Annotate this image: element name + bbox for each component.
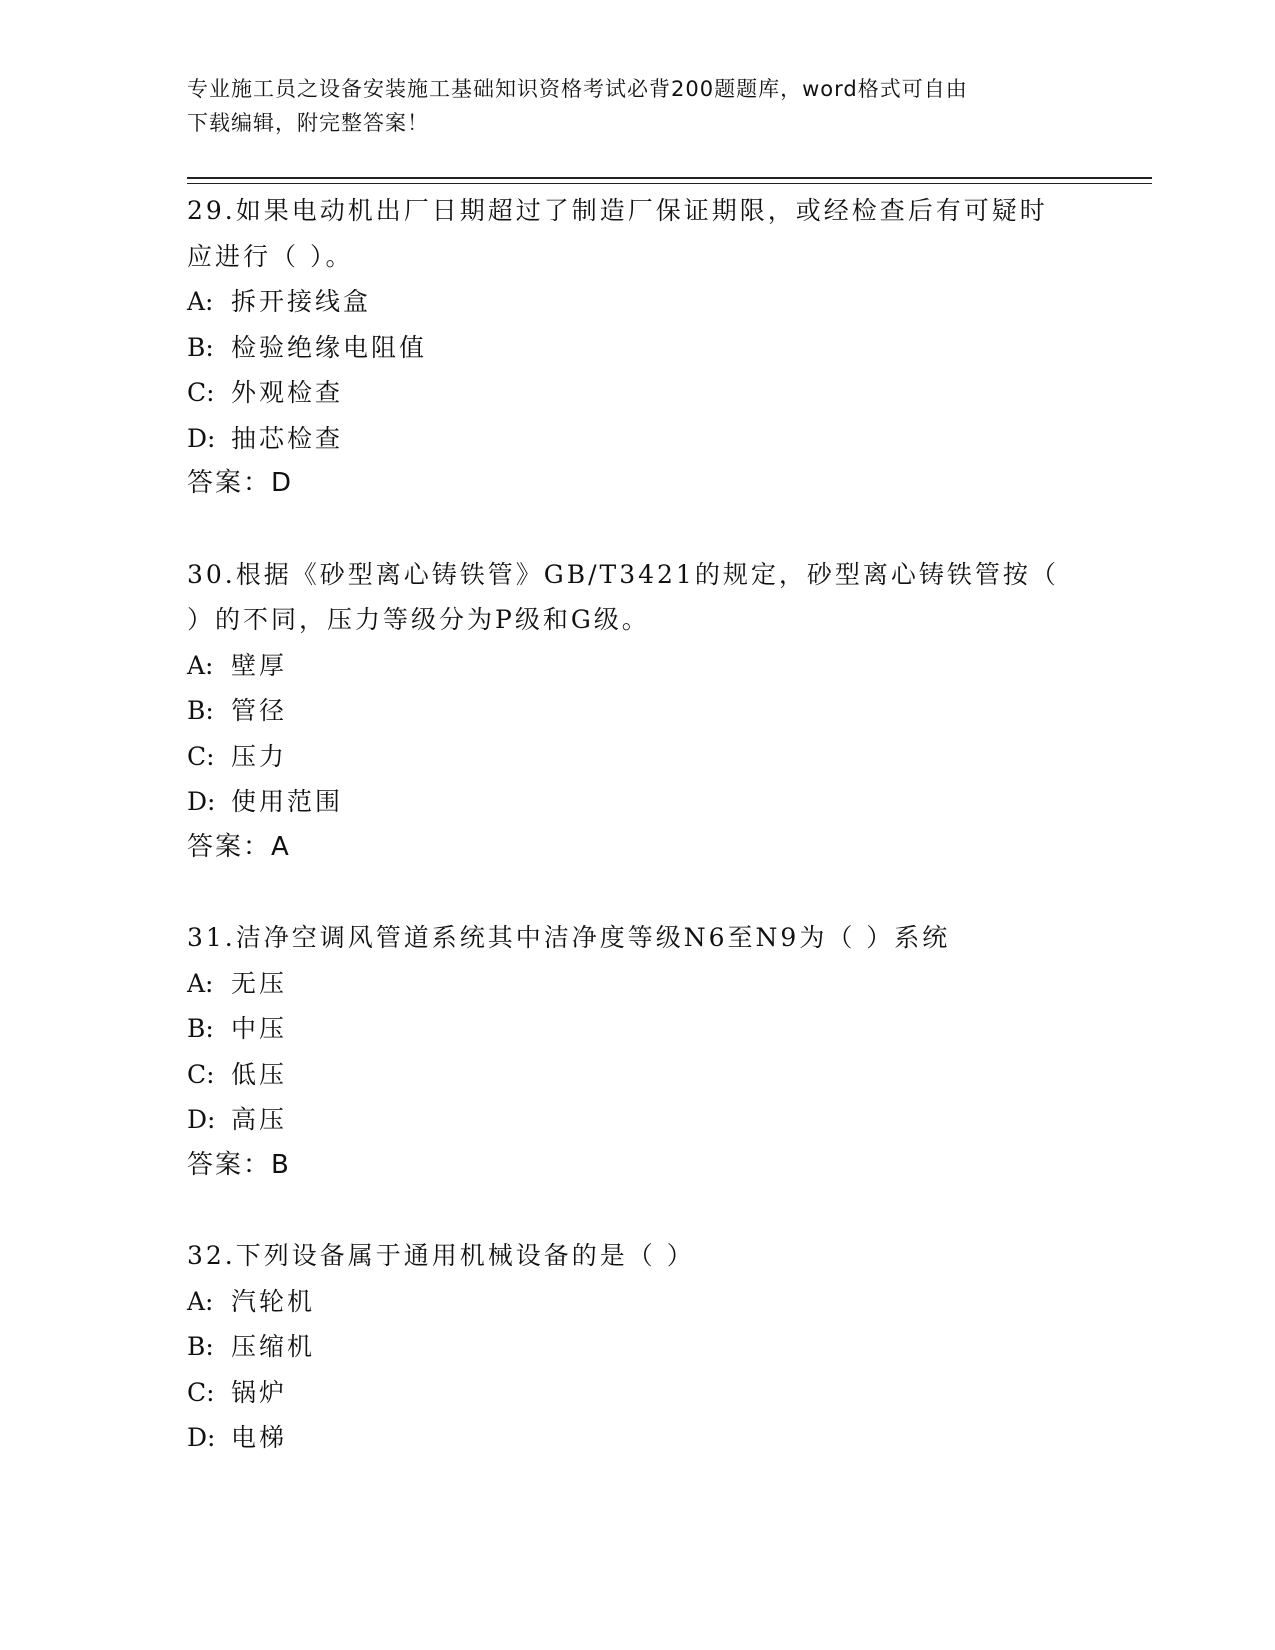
option-letter: A: bbox=[187, 650, 214, 680]
option-text: 低压 bbox=[231, 1059, 288, 1089]
option-text: 高压 bbox=[231, 1105, 288, 1134]
option-d bbox=[187, 779, 1087, 825]
option-text: 汽轮机 bbox=[231, 1286, 316, 1316]
option-d bbox=[187, 1415, 1087, 1461]
option-b bbox=[187, 688, 1087, 734]
option-letter: A: bbox=[187, 968, 214, 998]
answer-text: 答案：A bbox=[187, 831, 291, 862]
option-text: 压缩机 bbox=[231, 1332, 316, 1361]
question-text-line-1: 31.洁净空调风管道系统其中洁净度等级N6至N9为（ ）系统 bbox=[187, 923, 951, 952]
question-text-line-1: 32.下列设备属于通用机械设备的是（ ） bbox=[187, 1241, 695, 1270]
option-text: 无压 bbox=[231, 968, 288, 998]
option-letter: C: bbox=[187, 1377, 215, 1407]
option-a bbox=[187, 961, 1087, 1007]
option-text: 拆开接线盒 bbox=[231, 287, 372, 316]
option-a bbox=[187, 643, 1087, 689]
option-letter: C: bbox=[187, 1059, 215, 1089]
option-c bbox=[187, 370, 1087, 416]
option-letter: B: bbox=[187, 332, 214, 362]
option-c bbox=[187, 1052, 1087, 1098]
question-text-line-1: 30.根据《砂型离心铸铁管》GB/T3421的规定，砂型离心铸铁管按（ bbox=[187, 559, 1059, 589]
header-divider-thin bbox=[187, 183, 1152, 184]
option-a bbox=[187, 279, 1087, 325]
option-text: 外观检查 bbox=[231, 378, 344, 407]
question-text-line-1: 29.如果电动机出厂日期超过了制造厂保证期限，或经检查后有可疑时 bbox=[187, 196, 1048, 225]
question-text-line-2: ）的不同，压力等级分为P级和G级。 bbox=[187, 605, 650, 634]
option-letter: C: bbox=[187, 741, 215, 771]
option-text: 管径 bbox=[231, 696, 288, 725]
question-29 bbox=[187, 188, 1087, 507]
option-letter: D: bbox=[187, 423, 216, 453]
question-32 bbox=[187, 1233, 1087, 1461]
option-letter: A: bbox=[187, 1286, 214, 1316]
option-text: 抽芯检查 bbox=[231, 423, 344, 453]
option-d bbox=[187, 1097, 1087, 1143]
option-c bbox=[187, 1370, 1087, 1416]
option-text: 壁厚 bbox=[231, 650, 288, 680]
answer-text: 答案：D bbox=[187, 468, 294, 498]
header-divider-thick bbox=[187, 177, 1152, 179]
option-letter: B: bbox=[187, 696, 214, 725]
option-text: 检验绝缘电阻值 bbox=[231, 332, 428, 362]
question-text-line-2: 应进行（ ）。 bbox=[187, 241, 354, 271]
answer-text: 答案：B bbox=[187, 1149, 291, 1180]
document-header bbox=[187, 72, 1067, 140]
option-letter: D: bbox=[187, 1423, 216, 1452]
question-list bbox=[187, 188, 1087, 1506]
option-text: 使用范围 bbox=[231, 787, 344, 816]
option-b bbox=[187, 1006, 1087, 1052]
header-title-line-2: 下载编辑，附完整答案！ bbox=[187, 111, 429, 135]
option-b bbox=[187, 325, 1087, 371]
option-c bbox=[187, 734, 1087, 780]
option-letter: B: bbox=[187, 1332, 214, 1361]
option-text: 压力 bbox=[231, 741, 288, 771]
option-text: 锅炉 bbox=[231, 1377, 288, 1407]
question-31 bbox=[187, 915, 1087, 1188]
option-letter: D: bbox=[187, 787, 216, 816]
option-text: 中压 bbox=[231, 1014, 288, 1043]
option-a bbox=[187, 1279, 1087, 1325]
option-letter: C: bbox=[187, 378, 215, 407]
option-letter: A: bbox=[187, 287, 214, 316]
option-text: 电梯 bbox=[231, 1423, 288, 1452]
header-title-line-1: 专业施工员之设备安装施工基础知识资格考试必背200题题库，word格式可自由 bbox=[187, 77, 968, 101]
option-d bbox=[187, 416, 1087, 462]
option-letter: B: bbox=[187, 1014, 214, 1043]
question-30 bbox=[187, 552, 1087, 871]
option-letter: D: bbox=[187, 1105, 216, 1134]
option-b bbox=[187, 1324, 1087, 1370]
